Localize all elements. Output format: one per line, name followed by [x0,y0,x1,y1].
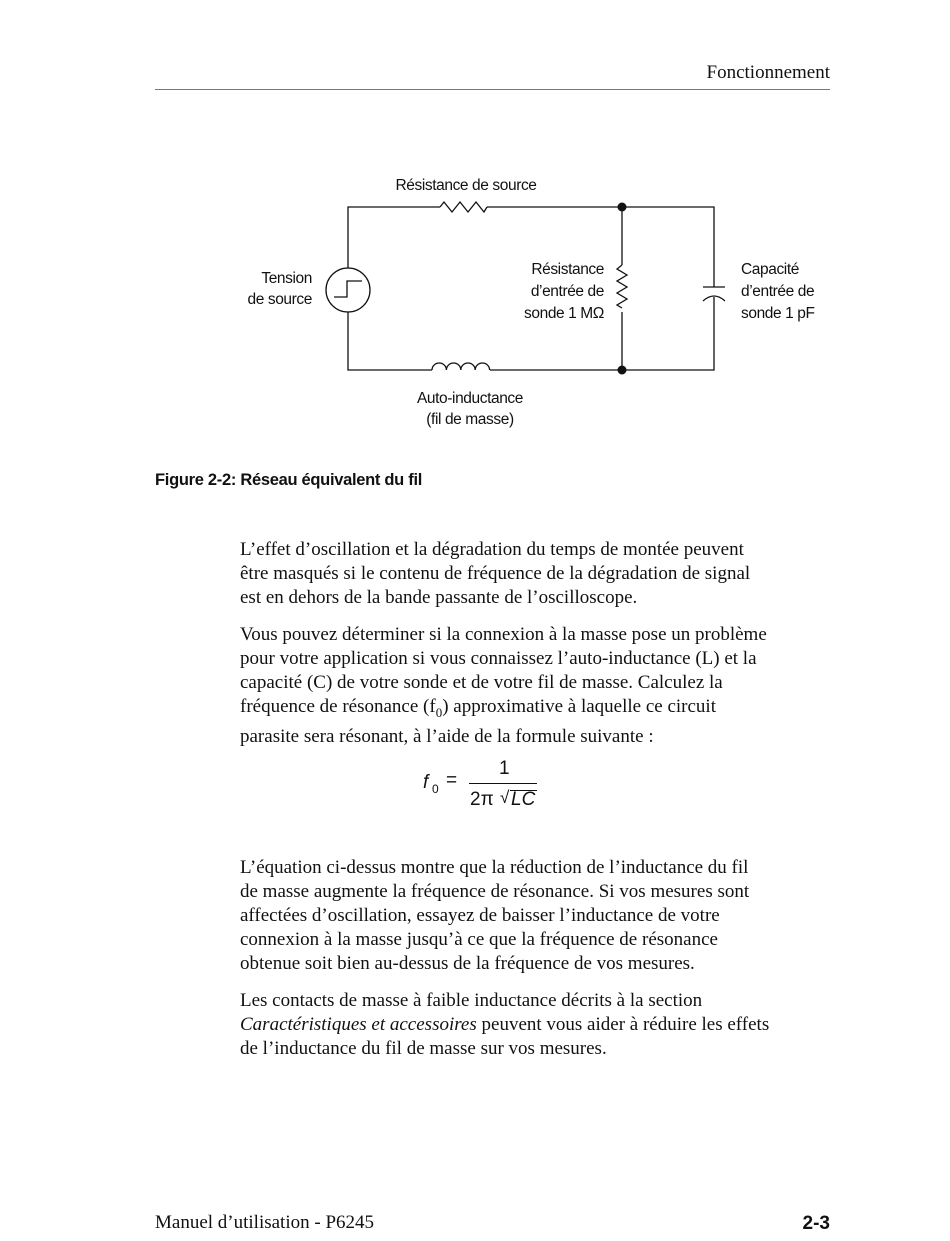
label-probe-resistance-3: sonde 1 MΩ [524,305,604,322]
resonance-formula [420,758,560,818]
text-segment: peuvent vous aider à réduire les effets [476,1014,770,1035]
formula-denominator: 2π [470,789,494,810]
label-probe-resistance-1: Résistance [531,261,604,278]
text-line: obtenue soit bien au-dessus de la fréquence de vos mesures. [240,953,695,974]
formula-subscript: 0 [432,782,439,796]
text-line: L’équation ci-dessus montre que la réduction de l’inductance du fil [240,857,749,878]
inductor-icon [432,363,490,370]
figure-caption: Figure 2-2: Réseau équivalent du fil [155,471,423,489]
page-number: 2-3 [802,1213,830,1234]
text-line: de l’inductance du fil de masse sur vos mesures. [240,1038,607,1059]
paragraph-1 [240,538,840,610]
label-probe-capacitance-1: Capacité [741,261,799,278]
formula-equals: = [446,770,458,791]
footer-manual-title: Manuel d’utilisation - P6245 [155,1212,375,1233]
formula-numerator: 1 [499,758,510,779]
label-source-voltage-1: Tension [261,270,312,287]
text-line: affectées d’oscillation, essayez de baisser l’inductance de votre [240,905,720,926]
text-line: connexion à la masse jusqu’à ce que la fréquence de résonance [240,929,718,950]
paragraph-4 [240,989,840,1061]
resistor-source-icon [440,202,487,212]
formula-root: LC [511,789,536,810]
text-line: L’effet d’oscillation et la dégradation du temps de montée peuvent [240,539,744,560]
section-reference: Caractéristiques et accessoires [240,1014,477,1035]
subscript: 0 [435,704,443,720]
paragraph-2 [240,623,840,749]
text-segment: ) approximative à laquelle ce circuit [442,696,716,717]
text-line: parasite sera résonant, à l’aide de la formule suivante : [240,725,654,747]
source-circle-icon [326,268,370,312]
step-waveform-icon [334,281,362,297]
label-source-voltage-2: de source [247,291,312,308]
junction-top [618,203,627,212]
text-line: Les contacts de masse à faible inductance décrits à la section [240,990,703,1011]
formula-f: f [423,772,429,793]
text-line [240,695,840,725]
text-segment: fréquence de résonance (f [240,696,436,717]
label-probe-capacitance-2: d’entrée de [741,283,815,300]
text-line: de masse augmente la fréquence de résonance. Si vos mesures sont [240,881,750,902]
junction-bottom [618,366,627,375]
sqrt-icon: √ [500,788,510,807]
text-line: pour votre application si vous connaissez l’auto-inductance (L) et la [240,648,757,669]
label-inductance-1: Auto-inductance [416,390,524,407]
label-source-resistance: Résistance de source [395,177,537,194]
fraction-bar [469,783,537,784]
text-line: Vous pouvez déterminer si la connexion à la masse pose un problème [240,624,767,645]
paragraph-3 [240,856,840,976]
text-line [240,1013,840,1037]
label-inductance-2: (fil de masse) [426,411,514,428]
resistor-probe-icon [617,265,627,308]
running-header: Fonctionnement [706,62,830,83]
circuit-diagram [0,0,950,460]
label-probe-capacitance-3: sonde 1 pF [741,305,815,322]
label-probe-resistance-2: d’entrée de [530,283,604,300]
text-line: être masqués si le contenu de fréquence de la dégradation de signal [240,563,751,584]
text-line: est en dehors de la bande passante de l’oscilloscope. [240,587,638,608]
text-line: capacité (C) de votre sonde et de votre fil de masse. Calculez la [240,672,723,693]
